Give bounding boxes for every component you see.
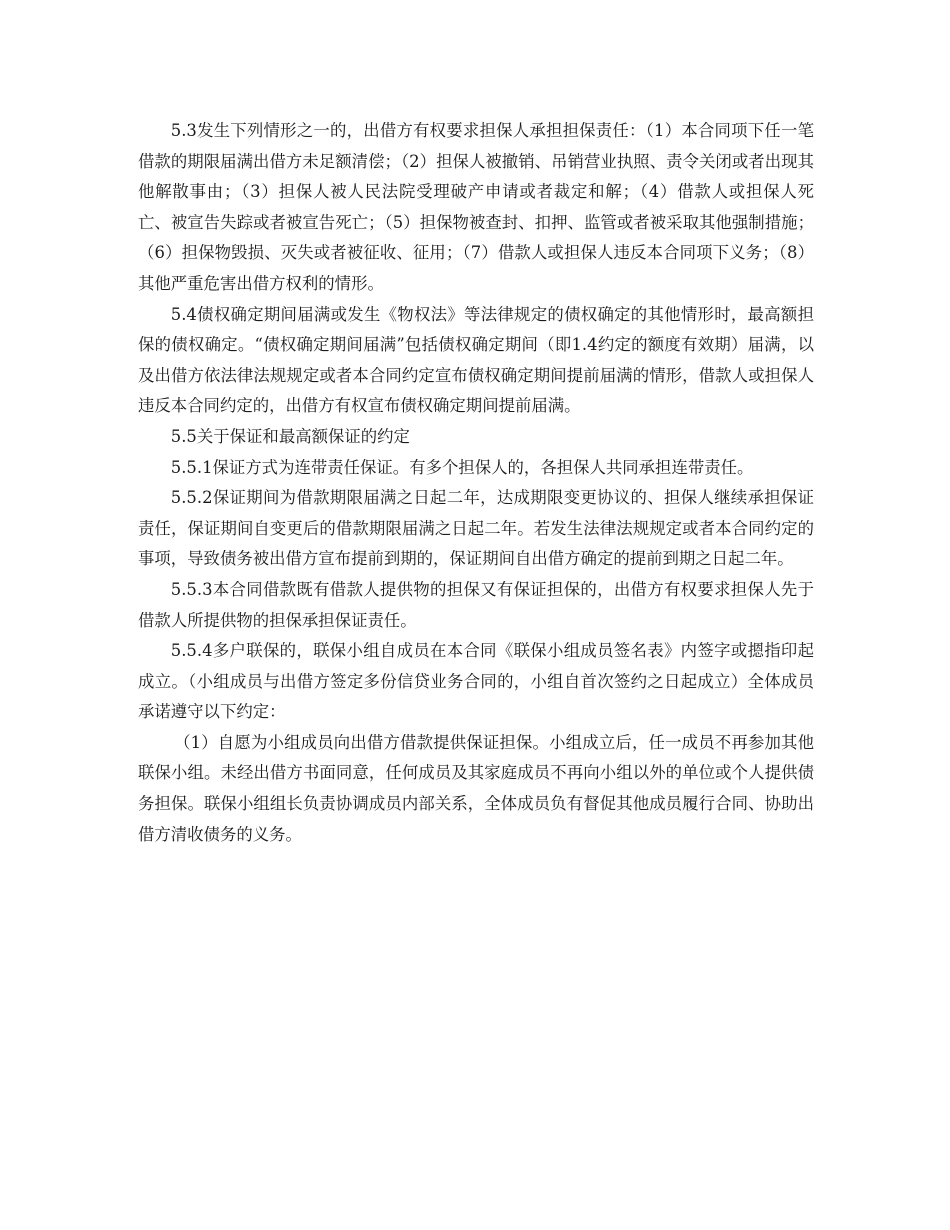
paragraph-item-1: （1）自愿为小组成员向出借方借款提供保证担保。小组成立后，任一成员不再参加其他联保小组。未经出借方书面同意，任何成员及其家庭成员不再向小组以外的单位或个人提供债务担保。联保小组组长负责协调成员内部关系，全体成员负有督促其他成员履行合同、协助出借方清收债务的义务。 (138, 732, 814, 844)
paragraph-5-5-2: 5.5.2保证期间为借款期限届满之日起二年，达成期限变更协议的、担保人继续承担保证责任，保证期间自变更后的借款期限届满之日起二年。若发生法律法规规定或者本合同约定的事项，导致债务被出借方宣布提前到期的，保证期间自出借方确定的提前到期之日起二年。 (138, 488, 814, 569)
document-page (138, 116, 814, 850)
paragraph-5-5-3: 5.5.3本合同借款既有借款人提供物的担保又有保证担保的，出借方有权要求担保人先于借款人所提供物的担保承担保证责任。 (138, 579, 814, 630)
paragraph-5-5-heading: 5.5关于保证和最高额保证的约定 (170, 426, 410, 446)
paragraph-5-5-4: 5.5.4多户联保的，联保小组自成员在本合同《联保小组成员签名表》内签字或摁指印起成立。（小组成员与出借方签定多份信贷业务合同的，小组自首次签约之日起成立）全体成员承诺遵守以下约定： (138, 641, 814, 722)
paragraph-5-5-1: 5.5.1保证方式为连带责任保证。有多个担保人的，各担保人共同承担连带责任。 (170, 457, 754, 477)
paragraph-5-3: 5.3发生下列情形之一的，出借方有权要求担保人承担担保责任：（1）本合同项下任一笔借款的期限届满出借方未足额清偿；（2）担保人被撤销、吊销营业执照、责令关闭或者出现其他解散事由；（3）担保人被人民法院受理破产申请或者裁定和解；（4）借款人或担保人死亡、被宣告失踪或者被宣告死亡；（5）担保物被查封、扣押、监管或者被采取其他强制措施；（6）担保物毁损、灭失或者被征收、征用；（7）借款人或担保人违反本合同项下义务；（8）其他严重危害出借方权利的情形。 (138, 121, 814, 293)
paragraph-5-4: 5.4债权确定期间届满或发生《物权法》等法律规定的债权确定的其他情形时，最高额担保的债权确定。“债权确定期间届满”包括债权确定期间（即1.4约定的额度有效期）届满，以及出借方依法律法规规定或者本合同约定宣布债权确定期间提前届满的情形，借款人或担保人违反本合同约定的，出借方有权宣布债权确定期间提前届满。 (138, 304, 814, 416)
